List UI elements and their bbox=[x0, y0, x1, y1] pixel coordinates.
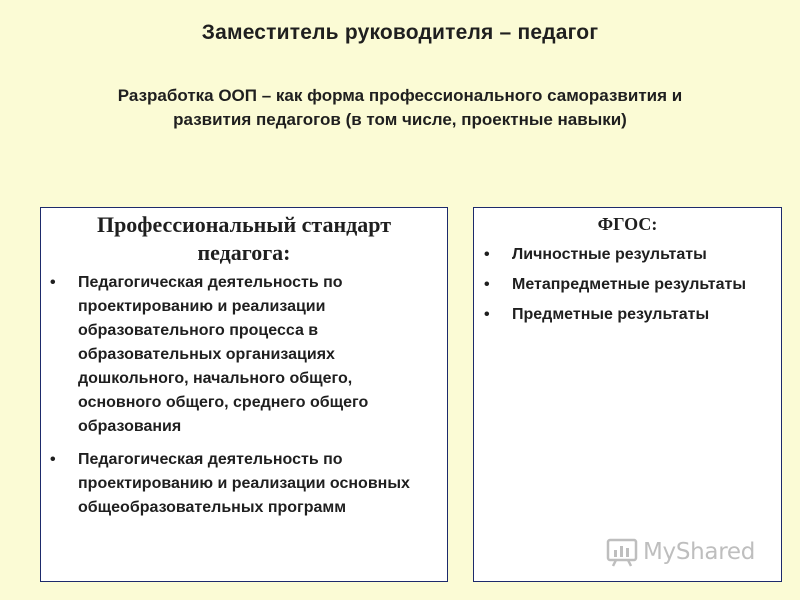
professional-standard-panel bbox=[40, 207, 448, 582]
professional-standard-list bbox=[41, 271, 447, 520]
list-item bbox=[484, 273, 772, 297]
list-item-text: Метапредметные результаты bbox=[512, 276, 747, 293]
list-item-text: Личностные результаты bbox=[512, 246, 707, 263]
list-item-text: Предметные результаты bbox=[512, 306, 710, 323]
list-item-text: Педагогическая деятельность по проектированию и реализации образовательного процесса в образовательных организациях дошкольного, начального общего, основного общего, среднего общего образования bbox=[78, 274, 369, 435]
bullet-icon: • bbox=[484, 276, 490, 293]
heading-line-2: педагога: bbox=[197, 240, 291, 265]
slide-subtitle bbox=[40, 84, 760, 132]
subtitle-line-1: Разработка ООП – как форма профессионального саморазвития и bbox=[117, 86, 683, 105]
list-item bbox=[484, 243, 772, 267]
heading-line-1: Профессиональный стандарт bbox=[96, 212, 392, 237]
list-item bbox=[50, 271, 428, 439]
myshared-logo-icon bbox=[606, 536, 638, 568]
myshared-watermark bbox=[606, 534, 755, 570]
watermark-text: MyShared bbox=[643, 539, 756, 565]
list-item bbox=[484, 303, 772, 327]
slide-title: Заместитель руководителя – педагог bbox=[201, 21, 599, 44]
bullet-icon: • bbox=[484, 306, 490, 323]
fgos-heading: ФГОС: bbox=[597, 214, 658, 234]
list-item-text: Педагогическая деятельность по проектированию и реализации основных общеобразовательных программ bbox=[78, 451, 410, 516]
fgos-panel bbox=[473, 207, 782, 582]
bullet-icon: • bbox=[50, 274, 56, 291]
professional-standard-heading bbox=[41, 211, 447, 267]
bullet-icon: • bbox=[484, 246, 490, 263]
bullet-icon: • bbox=[50, 451, 56, 468]
subtitle-line-2: развития педагогов (в том числе, проектные навыки) bbox=[173, 110, 627, 129]
list-item bbox=[50, 448, 428, 520]
fgos-list bbox=[474, 243, 781, 327]
